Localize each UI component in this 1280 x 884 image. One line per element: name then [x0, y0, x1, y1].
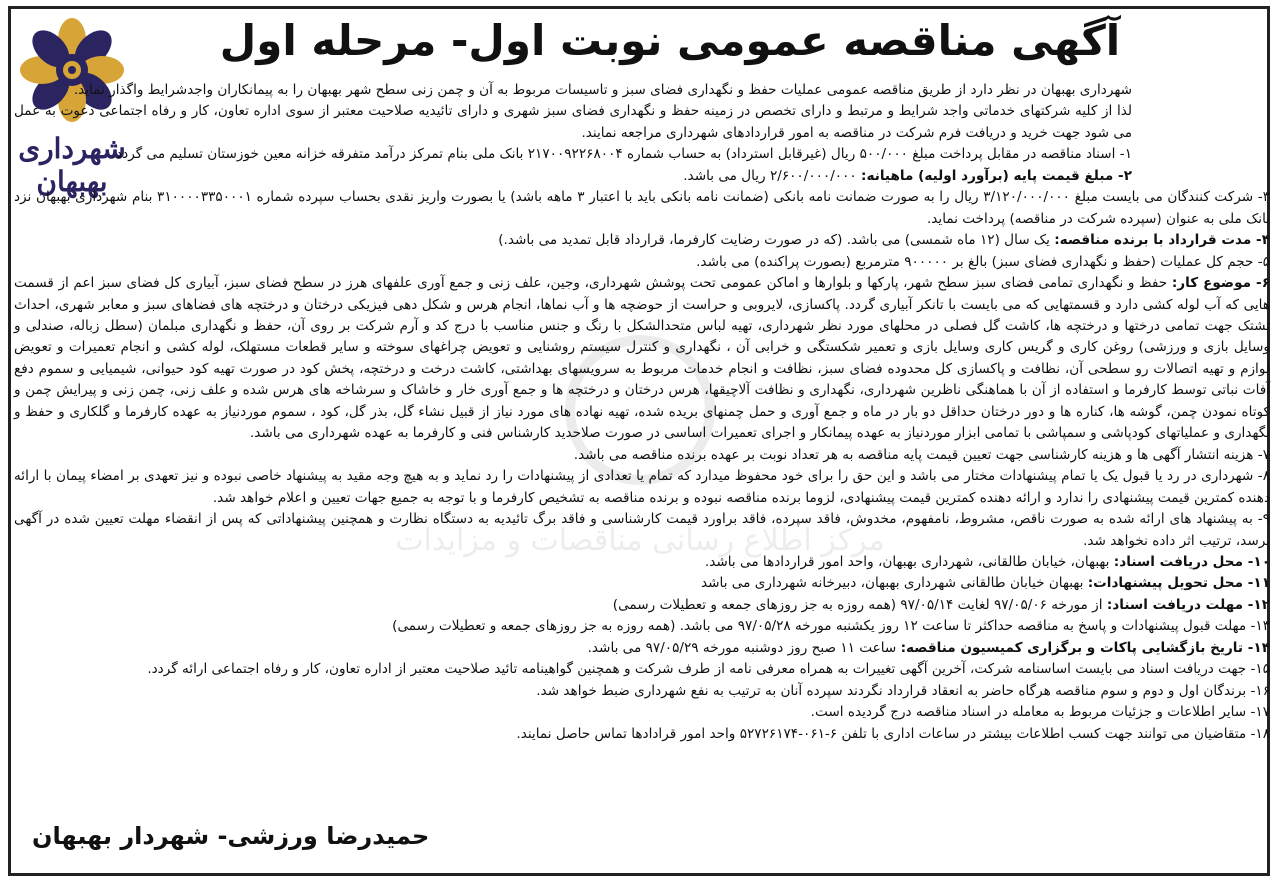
clause-text: ۱۵- جهت دریافت اسناد می بایست اساسنامه شرکت، آخرین آگهی تغییرات به همراه معرفی نامه از طرف شرکت و همچنین گواهینامه تائید صلاحیت معتبر از اداره تعاون، کار و رفاه اجتماعی ارائه گردد.: [147, 661, 1270, 678]
clause-text: ۷- هزینه انتشار آگهی ها و هزینه کارشناسی جهت تعیین قیمت پایه مناقصه به هر تعداد نوبت بر عهده برنده مناقصه می باشد.: [573, 446, 1270, 463]
clause-text: ۹- به پیشنهاد های ارائه شده به صورت ناقص، مشروط، نامفهوم، مخدوش، فاقد سپرده، فاقد براورد قیمت کارشناسی و فاقد برگ تائیدیه به دستگاه نظارت و همچنین پیشنهاداتی که پس از انقضاء مهلت تعیین شده در آگهی برسد، ترتیب اثر داده نخواهد شد.: [14, 511, 1270, 549]
clause-item: [14, 509, 1270, 552]
clause-text: ۸- شهرداری در رد یا قبول یک یا تمام پیشنهادات مختار می باشد و این حق را برای خود محفوظ میدارد که تمام یا تعدادی از پیشنهادات را رد نماید و به هیچ وجه مقید به پیشنهاد خاصی نبوده و نیز تعهدی بر امضاء پیمان با ارائه دهنده کمترین قیمت پیشنهادی را ندارد و ارائه دهنده کمترین قیمت پیشنهادی، لزوما برنده مناقصه نبوده و برنده مناقصه به تشخیص کارفرما و با توجه به جمیع جهات تعیین و اعلام خواهد شد.: [14, 468, 1270, 506]
clause-text: بهبهان خیابان طالقانی شهرداری بهبهان، دبیرخانه شهرداری می باشد: [701, 575, 1088, 592]
clause-item: [14, 187, 1270, 230]
clause-item: [14, 273, 1270, 445]
clause-list: [14, 144, 1270, 745]
clause-item: [14, 573, 1270, 594]
notice-body: [14, 80, 1270, 745]
clause-label: ۴- مدت قرارداد با برنده مناقصه:: [1054, 232, 1270, 249]
clause-text: ۱۳- مهلت قبول پیشنهادات و پاسخ به مناقصه حداکثر تا ساعت ۱۲ روز یکشنبه مورخه ۹۷/۰۵/۲۸ می باشد. (همه روزه به جز روزهای جمعه و تعطیلات رسمی): [392, 618, 1270, 635]
page-title: آگهی مناقصه عمومی نوبت اول- مرحله اول: [219, 16, 1121, 65]
clause-item: [14, 466, 1270, 509]
logo-text: شهرداری بهبهان: [18, 132, 126, 198]
watermark-text: مرکز اطلاع رسانی مناقصات و مزایدات: [395, 523, 885, 558]
clause-item: [14, 702, 1270, 723]
clause-item: [14, 445, 1270, 466]
clause-text: بهبهان، خیابان طالقانی، شهرداری بهبهان، واحد امور قراردادها می باشد.: [704, 553, 1114, 570]
clause-label: ۲- مبلغ قیمت پایه (برآورد اولیه) ماهیانه:: [861, 167, 1132, 184]
clause-item: [14, 681, 1270, 702]
clause-text: ۱۷- سایر اطلاعات و جزئیات مربوط به معامله در اسناد مناقصه درج گردیده است.: [810, 704, 1270, 721]
clause-text: حفظ و نگهداری تمامی فضای سبز سطح شهر، پارکها و بلوارها و اماکن عمومی تحت پوشش شهرداری، وجین، علف زنی و جمع آوری علفهای هرز در سطح فضای سبز، آبیاری کل فضای سبز اعم از قسمت هایی که آب لوله کشی دارد و قسمتهایی که می بایست با تانکر آبیاری گردد. پاکسازی، لایروبی و حراست از حوضچه ها و آب نماها، انجام هرس و شکل دهی فیزیکی درختان و درختچه های فضاهای سبز و معابر شهری، احداث تشتک جهت تمامی درختها و درختچه ها، کاشت گل فصلی در محلهای مورد نظر شهرداری، تهیه لباس متحدالشکل با رنگ و جنس مناسب با درج کد و آرم شرکت بر روی آن، حفظ و نگهداری مبلمان (سطل زباله، صندلی و وسایل بازی و ورزشی) روغن کاری و گریس کاری وسایل بازی و تعمیر شکستگی و خرابی آن ، نگهداری و کنترل سیستم روشنایی و تعویض چراغهای سوخته و سایر قطعات مستهلک، لوله کشی و انجام تعمیرات و تعویض لوازم و تهیه اتصالات رو سطحی آن، نظافت و پاکسازی کل محدوده فضای سبز، نظافت و انجام خدمات مربوط به سرویسهای بهداشتی، کاشت درخت و درختچه، پخش کود در صورت تهیه کود حیوانی، شیمیایی و سموم دفع آفات نباتی توسط کارفرما و استفاده از آن با هماهنگی ناظرین شهرداری، نگهداری و نظافت آلاچیقها، هرس درختان و درختچه ها و جمع آوری خار و خاشاک و سرشاخه های هرس شده و علف زنی، چمن زنی و پیرایش چمن و کوتاه نمودن چمن، گوشه ها، کناره ها و دور درختان حداقل دو بار در ماه و جمع آوری و حمل چمنهای بریده شده، تهیه نهاده های مورد نیاز از قبیل نشاء گل، بذر گل، کود ، سموم موردنیاز به عهده کارفرما و گلکاری و حفظ و نگهداری و عملیاتهای کودپاشی و سمپاشی با تمامی ابزار موردنیاز به عهده پیمانکار و اجرای تعمیرات اساسی در صورت صلاحدید کارشناس فنی و کارفرما به عهده شهرداری می باشد.: [14, 275, 1270, 442]
clause-text: یک سال (۱۲ ماه شمسی) می باشد. (که در صورت رضایت کارفرما، قرارداد قابل تمدید می باشد.): [498, 232, 1055, 249]
clause-item: [14, 724, 1270, 745]
clause-text: از مورخه ۹۷/۰۵/۰۶ لغایت ۹۷/۰۵/۱۴ (همه روزه به جز روزهای جمعه و تعطیلات رسمی): [612, 596, 1107, 613]
clause-item: [14, 595, 1270, 616]
clause-text: ۳- شرکت کنندگان می بایست مبلغ ۳/۱۲۰/۰۰۰/۰۰۰ ریال را به صورت ضمانت نامه بانکی (ضمانت نامه بانکی باید با اعتبار ۳ ماهه باشد) یا بصورت واریز نقدی بحساب سپرده شماره ۳۱۰۰۰۰۳۳۵۰۰۰۱ بنام شهرداری بهبهان نزد بانک ملی به عنوان (سپرده شرکت در مناقصه) پرداخت نماید.: [14, 189, 1270, 227]
clause-item: [14, 552, 1270, 573]
signature: حمیدرضا ورزشی- شهردار بهبهان: [32, 822, 430, 850]
clause-text: ۲/۶۰۰/۰۰۰/۰۰۰ ریال می باشد.: [683, 167, 862, 184]
clause-label: ۱۲- مهلت دریافت اسناد:: [1106, 596, 1270, 613]
clause-item: [14, 638, 1270, 659]
clause-text: ساعت ۱۱ صبح روز دوشنبه مورخه ۹۷/۰۵/۲۹ می باشد.: [587, 639, 901, 656]
intro-section: [14, 80, 1270, 144]
clause-text: ۵- حجم کل عملیات (حفظ و نگهداری فضای سبز) بالغ بر ۹۰۰۰۰۰ مترمربع (بصورت پراکنده) می باشد.: [696, 253, 1270, 270]
clause-label: ۱۰- محل دریافت اسناد:: [1113, 553, 1270, 570]
clause-item: [14, 144, 1270, 165]
clause-text: ۱۸- متقاضیان می توانند جهت کسب اطلاعات بیشتر در ساعات اداری با تلفن ۶-۰۶۱-۵۲۷۲۶۱۷۴ واحد امور قرادادها تماس حاصل نمایند.: [516, 725, 1270, 742]
clause-text: ۱۶- برندگان اول و دوم و سوم مناقصه هرگاه حاضر به انعقاد قرارداد نگردند سپرده آنان به ترتیب به نفع شهرداری ضبط خواهد شد.: [536, 682, 1270, 699]
clause-label: ۱۴- تاریخ بازگشایی پاکات و برگزاری کمیسیون مناقصه:: [900, 639, 1270, 656]
clause-item: [14, 166, 1270, 187]
clause-item: [14, 616, 1270, 637]
clause-item: [14, 659, 1270, 680]
clause-item: [14, 230, 1270, 251]
intro-paragraph-2: لذا از کلیه شرکتهای خدماتی واجد شرایط و مرتبط و دارای تخصص در زمینه حفظ و نگهداری فضای سبز شهری و دارای تائیدیه صلاحیت معتبر از سوی اداره تعاون، کار و رفاه اجتماعی دعوت به عمل می شود جهت خرید و دریافت فرم شرکت در مناقصه به امور قراردادهای شهرداری مراجعه نمایند.: [14, 103, 1132, 141]
clause-label: ۱۱- محل تحویل پیشنهادات:: [1087, 575, 1270, 592]
clause-text: ۱- اسناد مناقصه در مقابل پرداخت مبلغ ۵۰۰/۰۰۰ ریال (غیرقابل استرداد) به حساب شماره ۲۱۷۰۰۹۲۲۶۸۰۰۴ بانک ملی بنام تمرکز درآمد متفرقه خزانه معین خوزستان تسلیم می گردد.: [111, 146, 1132, 163]
clause-label: ۶- موضوع کار:: [1171, 275, 1270, 292]
intro-paragraph-1: شهرداری بهبهان در نظر دارد از طریق مناقصه عمومی عملیات حفظ و نگهداری فضای سبز و تاسیسات مربوط به آن و چمن زنی سطح شهر بهبهان را به پیمانکاران واجدشرایط واگذار نماید.: [73, 82, 1132, 98]
clause-item: [14, 252, 1270, 273]
